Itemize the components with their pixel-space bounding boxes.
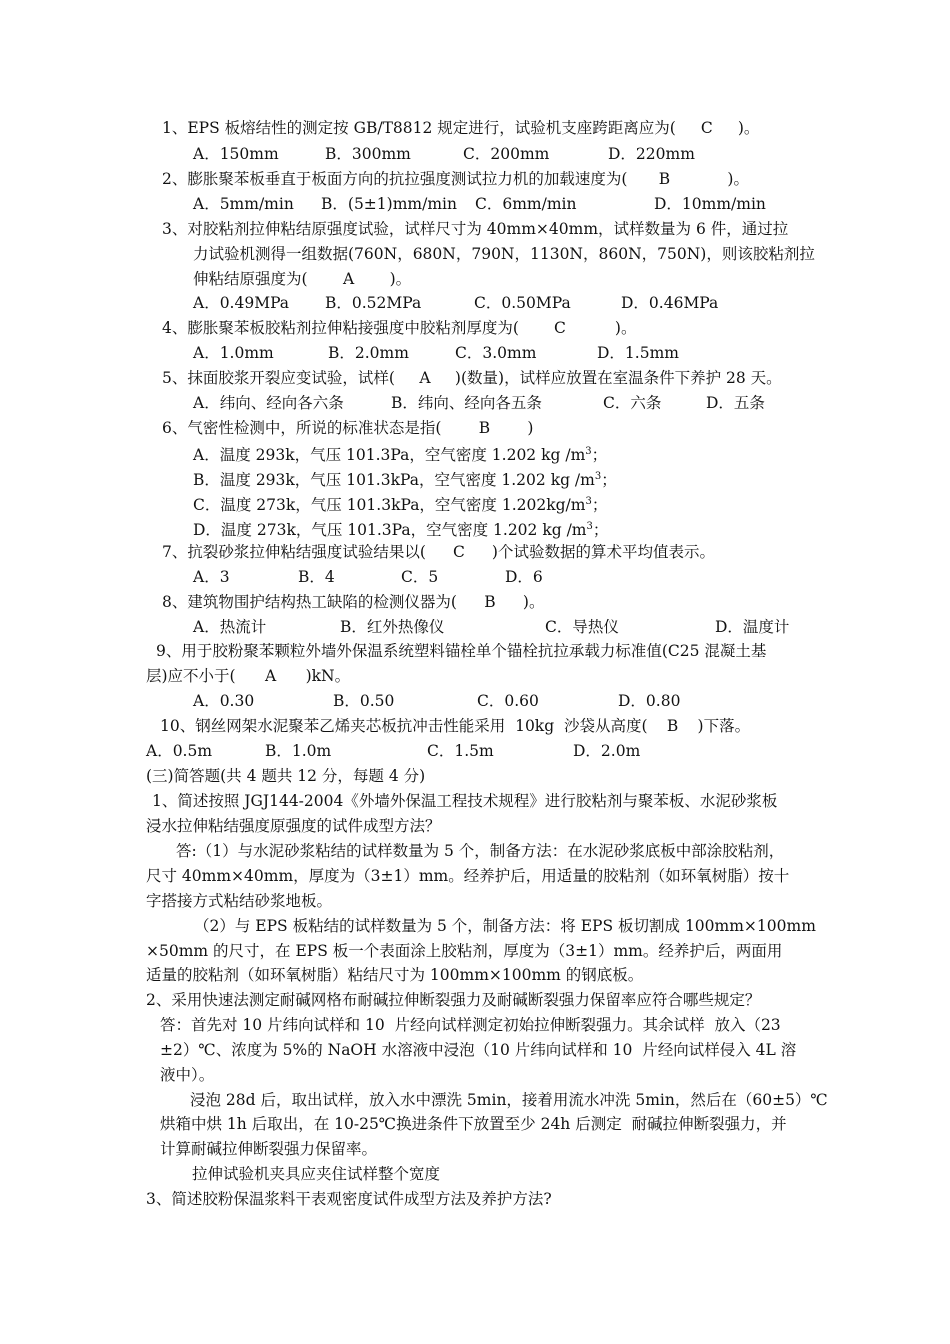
question-text: 7、抗裂砂浆拉伸粘结强度试验结果以(: [162, 543, 426, 561]
option-c: C．5: [401, 568, 439, 586]
question-tail: ): [527, 419, 534, 437]
question-text: 伸粘结原强度为(: [193, 270, 308, 288]
options-q3: [0, 293, 950, 313]
answer-line: ±2）℃、浓度为 5%的 NaOH 水溶液中浸泡（10 片纬向试样和 10 片经向试样侵入 4L 溶: [160, 1041, 797, 1059]
question-tail: )。: [389, 270, 412, 288]
question-tail: )。: [737, 119, 760, 137]
section-heading: (三)简答题(共 4 题共 12 分，每题 4 分): [146, 767, 426, 785]
question-1: [162, 118, 759, 138]
short-question-2: 2、采用快速法测定耐碱网格布耐碱拉伸断裂强力及耐碱断裂强力保留率应符合哪些规定？: [146, 991, 761, 1009]
question-text: 4、膨胀聚苯板胶粘剂拉伸粘接强度中胶粘剂厚度为(: [162, 319, 519, 337]
options-q4: [0, 343, 950, 363]
option-d: D．0.80: [618, 692, 681, 710]
options-q8: [0, 617, 950, 637]
question-5: [162, 368, 782, 388]
question-text: 5、抹面胶浆开裂应变试验，试样(: [162, 369, 395, 387]
answer-line: 烘箱中烘 1h 后取出，在 10-25℃换进条件下放置至少 24h 后测定 耐碱拉伸断裂强力，并: [160, 1115, 787, 1133]
answer: C: [452, 543, 465, 561]
answer: A: [265, 667, 277, 685]
option-text: A．温度 293k，气压 101.3Pa，空气密度 1.202 kg /m: [193, 446, 586, 465]
option-b: B．纬向、经向各五条: [391, 394, 542, 412]
option-text: C．温度 273k，气压 101.3kPa，空气密度 1.202kg/m: [193, 496, 586, 515]
question-text: 2、膨胀聚苯板垂直于板面方向的抗拉强度测试拉力机的加载速度为(: [162, 170, 628, 188]
question-3-line-3: [193, 269, 411, 289]
option-d: D．1.5mm: [597, 344, 679, 362]
answer-line: 计算耐碱拉伸断裂强力保留率。: [160, 1140, 378, 1158]
answer: C: [553, 319, 566, 337]
question-tail: )。: [727, 170, 749, 188]
option-a: A．0.49MPa: [193, 294, 290, 312]
question-3: 3、对胶粘剂拉伸粘结原强度试验，试样尺寸为 40mm×40mm，试样数量为 6 件，通过拉: [162, 220, 789, 238]
superscript: 3: [586, 521, 593, 532]
question-text: 8、建筑物围护结构热工缺陷的检测仪器为(: [162, 593, 457, 611]
answer-line: 尺寸 40mm×40mm，厚度为（3±1）mm。经养护后，用适量的胶粘剂（如环氧树脂）按十: [146, 867, 790, 885]
answer: B: [478, 419, 491, 437]
question-tail: )。: [614, 319, 637, 337]
question-9: 9、用于胶粉聚苯颗粒外墙外保温系统塑料锚栓单个锚栓抗拉承载力标准值(C25 混凝土基: [156, 642, 767, 660]
answer: C: [700, 119, 713, 137]
option-a: A．0.5m: [146, 742, 213, 760]
option-end: ；: [601, 471, 617, 490]
option-end: ；: [591, 446, 608, 465]
option-d: D．10mm/min: [654, 195, 766, 213]
answer-line: ×50mm 的尺寸，在 EPS 板一个表面涂上胶粘剂，厚度为（3±1）mm。经养护后，两面用: [146, 942, 783, 960]
option-a: [193, 442, 607, 465]
option-d: D．五条: [706, 394, 765, 412]
option-text: D．温度 273k，气压 101.3Pa，空气密度 1.202 kg /m: [193, 521, 587, 540]
short-question-3: 3、简述胶粉保温浆料干表观密度试件成型方法及养护方法?: [146, 1190, 552, 1208]
answer: B: [666, 717, 679, 735]
answer-line: 字搭接方式粘结砂浆地板。: [146, 892, 333, 910]
answer-line: 适量的胶粘剂（如环氧树脂）粘结尺寸为 100mm×100mm 的钢底板。: [146, 966, 644, 984]
superscript: 3: [585, 446, 592, 457]
option-d: [193, 517, 608, 540]
option-a: A．150mm: [193, 145, 279, 163]
option-d: D．2.0m: [573, 742, 641, 760]
question-2: [162, 169, 749, 189]
option-b: [193, 467, 617, 490]
option-c: C．0.50MPa: [474, 294, 571, 312]
options-q2: [0, 194, 950, 214]
answer-line: （2）与 EPS 板粘结的试样数量为 5 个，制备方法：将 EPS 板切割成 100mm×100mm: [194, 917, 816, 935]
option-a: A．热流计: [193, 618, 267, 636]
option-end: ；: [591, 496, 608, 515]
question-tail: )个试验数据的算术平均值表示。: [491, 543, 715, 561]
option-d: D．0.46MPa: [621, 294, 719, 312]
answer: B: [484, 593, 496, 611]
option-b: B．0.50: [333, 692, 395, 710]
answer-line: 拉伸试验机夹具应夹住试样整个宽度: [192, 1165, 441, 1183]
option-b: B．300mm: [325, 145, 411, 163]
option-d: D．220mm: [608, 145, 695, 163]
question-3-line-2: 力试验机测得一组数据(760N，680N，790N，1130N，860N，750N)，则该胶粘剂拉: [193, 245, 815, 263]
option-text: B．温度 293k，气压 101.3kPa，空气密度 1.202 kg /m: [193, 471, 595, 490]
option-b: B．红外热像仪: [340, 618, 445, 636]
answer-line: 答：首先对 10 片纬向试样和 10 片经向试样测定初始拉伸断裂强力。其余试样 放入（23: [160, 1016, 781, 1034]
question-9-line-2: [146, 666, 350, 686]
option-a: A．纬向、经向各六条: [193, 394, 344, 412]
option-c: C．1.5m: [427, 742, 494, 760]
short-question-1-line-2: 浸水拉伸粘结强度原强度的试件成型方法？: [146, 817, 441, 835]
option-a: A．1.0mm: [193, 344, 274, 362]
option-c: C．6mm/min: [475, 195, 577, 213]
option-a: A．0.30: [193, 692, 255, 710]
option-b: B．2.0mm: [328, 344, 409, 362]
question-text: 6、气密性检测中，所说的标准状态是指(: [162, 419, 442, 437]
option-d: D．6: [505, 568, 543, 586]
answer-line: 浸泡 28d 后，取出试样，放入水中漂洗 5min，接着用流水冲洗 5min，然后在（60±5）℃: [190, 1091, 828, 1109]
options-q1: [0, 144, 950, 164]
question-tail: )。: [522, 593, 545, 611]
question-tail: )(数量)，试样应放置在室温条件下养护 28 天。: [454, 369, 782, 387]
option-c: C．200mm: [463, 145, 550, 163]
option-c: C．导热仪: [545, 618, 619, 636]
question-7: [162, 542, 715, 562]
option-b: B．(5±1)mm/min: [321, 195, 457, 213]
option-d: D．温度计: [715, 618, 790, 636]
answer-line: 液中）。: [160, 1066, 215, 1084]
question-tail: )kN。: [305, 667, 351, 685]
short-question-1: 1、简述按照 JGJ144-2004《外墙外保温工程技术规程》进行胶粘剂与聚苯板、水泥砂浆板: [152, 792, 778, 810]
option-b: B．1.0m: [265, 742, 332, 760]
question-tail: )下落。: [697, 717, 751, 735]
question-text: 10、钢丝网架水泥聚苯乙烯夹芯板抗冲击性能采用 10kg 沙袋从高度(: [160, 717, 648, 735]
question-8: [162, 592, 544, 612]
option-c: C．六条: [603, 394, 662, 412]
options-q10: [0, 741, 950, 761]
options-q5: [0, 393, 950, 413]
option-a: A．5mm/min: [193, 195, 294, 213]
option-b: B．4: [298, 568, 335, 586]
option-b: B．0.52MPa: [325, 294, 422, 312]
options-q7: [0, 567, 950, 587]
question-6: [162, 418, 533, 438]
option-c: C．3.0mm: [455, 344, 537, 362]
answer: A: [419, 369, 431, 387]
answer: A: [342, 270, 355, 288]
superscript: 3: [585, 496, 592, 507]
superscript: 3: [594, 471, 602, 482]
answer-line: 答:（1）与水泥砂浆粘结的试样数量为 5 个，制备方法：在水泥砂浆底板中部涂胶粘剂，: [176, 842, 785, 860]
answer: B: [658, 170, 671, 188]
question-text: 1、EPS 板熔结性的测定按 GB/T8812 规定进行，试验机支座跨距离应为(: [162, 119, 676, 137]
option-end: ；: [592, 521, 609, 540]
question-4: [162, 318, 636, 338]
option-a: A．3: [193, 568, 230, 586]
question-10: [160, 716, 750, 736]
options-q9: [0, 691, 950, 711]
option-c: [193, 492, 607, 515]
option-c: C．0.60: [477, 692, 539, 710]
question-text: 层)应不小于(: [146, 667, 236, 685]
